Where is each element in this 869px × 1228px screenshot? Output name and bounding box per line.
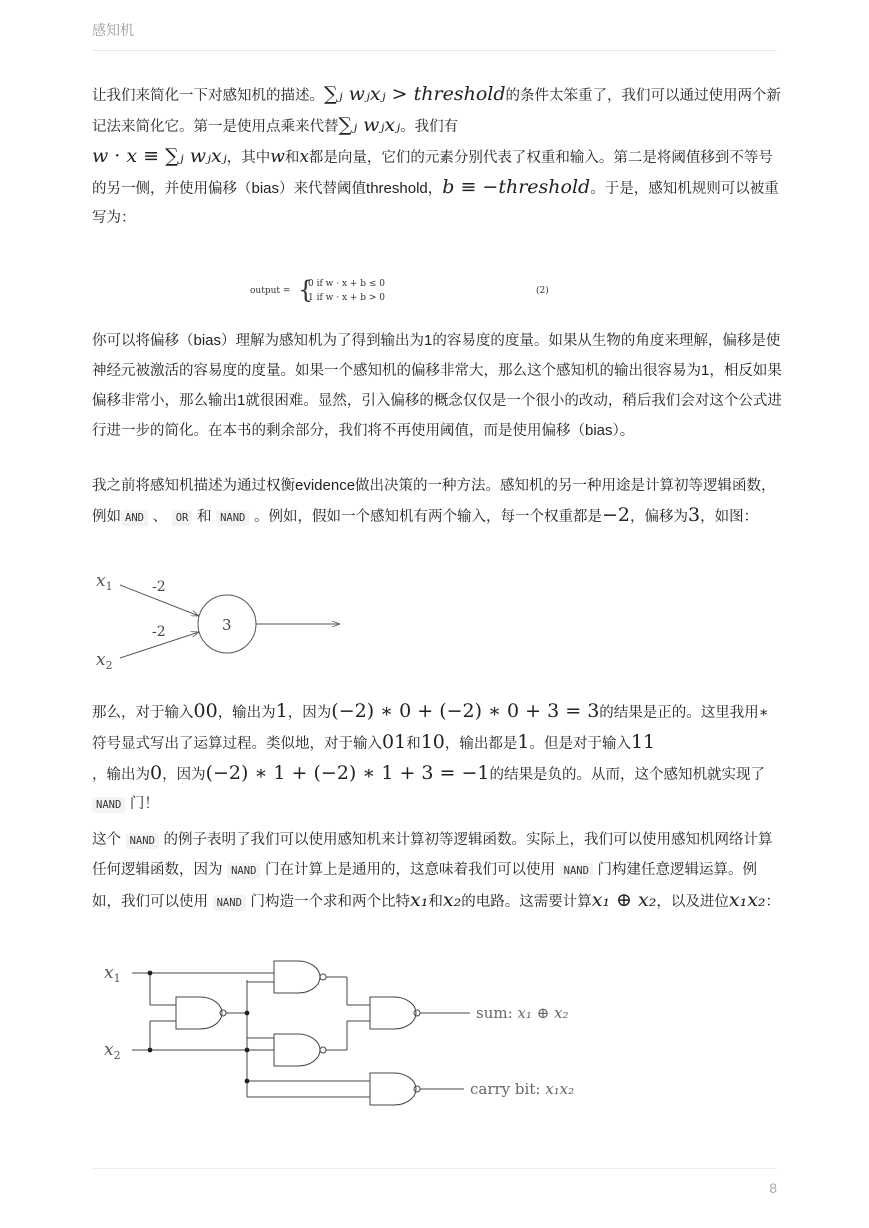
code-or: OR (172, 510, 193, 526)
text: ）理解为感知机为了得到输出为 (221, 333, 425, 349)
text: 门在计算上是通用的，这意味着我们可以使用 (265, 862, 556, 878)
text: 我之前将感知机描述为通过权衡 (92, 478, 295, 494)
text: 符号显式写出了运算过程。类似地，对于输入 (92, 736, 382, 752)
text: ，因为 (162, 767, 206, 783)
math-sum-threshold: ∑ⱼ wⱼxⱼ > threshold (324, 83, 506, 105)
nand-gate-c (274, 1034, 320, 1066)
text: 这个 (92, 832, 121, 848)
equation-case-2: 1 if w · x + b > 0 (308, 293, 386, 303)
text: 你可以将偏移（ (92, 333, 194, 349)
text: 和 (428, 894, 443, 910)
code-nand: NAND (213, 895, 246, 911)
text-one: 1 (237, 392, 246, 409)
math-dot-product: w · x ≡ ∑ⱼ wⱼxⱼ (92, 145, 227, 167)
input-x1-label: $x_1$ (104, 963, 121, 985)
text: ，因为 (287, 705, 332, 721)
math-sum: ∑ⱼ wⱼxⱼ (338, 114, 401, 136)
text: 、 (152, 509, 168, 525)
text: ，输出都是 (444, 736, 518, 752)
weight-label-2: -2 (152, 624, 166, 640)
text-bias: bias (251, 180, 280, 197)
text: ， (427, 181, 443, 197)
text: 和 (284, 150, 300, 166)
junction-dot (245, 1079, 250, 1084)
text-bias: bias (193, 332, 222, 349)
math-three: 3 (687, 504, 701, 526)
nand-gate-a-bubble (220, 1010, 226, 1016)
nand-gate-b (274, 961, 320, 993)
math-b-def: b ≡ −threshold (442, 176, 591, 198)
code-nand: NAND (92, 797, 125, 813)
math-x1: x₁ (410, 889, 429, 911)
text-bias: bias (585, 422, 613, 439)
text: ： (765, 894, 781, 910)
junction-dot (245, 1011, 250, 1016)
text: 都是向量，它们的元素分别代表了权重和输入。第二是将阈值移到不等号的另一侧，并使用偏移（ (92, 150, 773, 197)
junction-dot (148, 1048, 153, 1053)
paragraph-nand-universal (92, 826, 782, 918)
text: ，输出为 (92, 767, 150, 783)
sum-output-label: sum: x₁ ⊕ x₂ (476, 1004, 569, 1022)
text: ，如图： (700, 509, 759, 525)
math-w: w (270, 147, 285, 167)
text: 的结果是正的。这里我用 (599, 705, 759, 721)
text: ，相反如果偏移非常小，那么输出 (92, 363, 782, 409)
figure-nand-adder-circuit (92, 950, 632, 1115)
text: 的容易度的度量。如果从生物的角度来理解，偏移是使神经元被激活的容易度的度量。如果一个感知机的偏移非常大，那么这个感知机的输出很容易为 (92, 333, 781, 379)
text: ，以及进位 (656, 894, 729, 910)
text: ，偏移为 (629, 509, 688, 525)
equation-brace: { (298, 276, 314, 304)
nand-gate-d (370, 1073, 416, 1105)
nand-gate-e (370, 997, 416, 1029)
carry-output-label: carry bit: x₁x₂ (470, 1080, 575, 1098)
math-output-0: 0 (150, 762, 163, 784)
paragraph-bias-meaning (92, 326, 782, 446)
nand-gate-b-bubble (320, 974, 326, 980)
code-and: AND (121, 510, 148, 526)
code-nand: NAND (227, 863, 260, 879)
text: 做出决策的一种方法。感知机的另一种用途是计算初等逻辑函数，例如 (92, 478, 776, 525)
text: 的结果是负的。从而，这个感知机就实现了 (489, 767, 766, 783)
nand-gate-a (176, 997, 222, 1029)
text: 门构造一个求和两个比特 (250, 894, 411, 910)
code-nand: NAND (216, 510, 249, 526)
equation-lhs: output = (250, 286, 291, 296)
input-x2-label: $x_2$ (96, 650, 113, 672)
math-input-11: 11 (630, 731, 656, 753)
text-one: 1 (424, 332, 433, 349)
text: 让我们来简化一下对感知机的描述。 (92, 88, 324, 104)
paragraph-logic-functions (92, 471, 782, 533)
text: ）。 (612, 423, 635, 439)
input-x2-label: $x_2$ (104, 1040, 121, 1062)
equation-number: (2) (536, 286, 549, 296)
text: 。于是，感知机规则可以被重写为： (92, 181, 779, 226)
text: 和 (196, 509, 212, 525)
math-x2: x₂ (442, 889, 462, 911)
math-calc-11: (−2) ∗ 1 + (−2) ∗ 1 + 3 = −1 (205, 762, 490, 784)
page-number: 8 (769, 1180, 777, 1196)
math-input-00: 00 (193, 700, 218, 722)
junction-dot (245, 1048, 250, 1053)
nand-gate-e-bubble (414, 1010, 420, 1016)
text: 门构建任意逻辑运算。例如，我们可以使用 (92, 862, 758, 910)
header-divider (92, 50, 777, 51)
equation-case-1: 0 if w · x + b ≤ 0 (308, 279, 386, 289)
text: 。但是对于输入 (529, 736, 631, 752)
text-asterisk: ∗ (758, 705, 769, 721)
text: 。例如，假如一个感知机有两个输入，每一个权重都是 (253, 509, 602, 525)
code-nand: NAND (126, 833, 159, 849)
text: 就很困难。显然，引入偏移的概念仅仅是一个很小的改动，稍后我们会对这个公式进行进一步的简化。在本书的剩余部分，我们将不再使用阈值，而是使用偏移（ (92, 393, 782, 439)
weight-label-1: -2 (152, 579, 166, 595)
nand-gate-d-bubble (414, 1086, 420, 1092)
text: 的电路。这需要计算 (461, 894, 592, 910)
paragraph-simplify-perceptron (92, 80, 782, 233)
text-evidence: evidence (295, 477, 356, 494)
text: 。我们有 (400, 119, 459, 135)
text: ）来代替阈值 (279, 181, 367, 197)
code-nand: NAND (560, 863, 593, 879)
math-output-1: 1 (517, 731, 530, 753)
text: 的例子表明了我们可以使用感知机来计算初等逻辑函数。实际上，我们可以使用感知机网络计算任何逻辑函数，因为 (92, 832, 773, 878)
math-input-10: 10 (420, 731, 445, 753)
figure-perceptron (92, 568, 352, 678)
nand-gate-c-bubble (320, 1047, 326, 1053)
input-x1-label: $x_1$ (96, 571, 113, 593)
math-minus-two: −2 (601, 504, 630, 526)
junction-dot (148, 971, 153, 976)
bias-label: 3 (222, 616, 232, 634)
footer-divider (92, 1168, 777, 1169)
math-input-01: 01 (382, 731, 407, 753)
math-calc-00: (−2) ∗ 0 + (−2) ∗ 0 + 3 = 3 (331, 700, 600, 722)
page-header-title: 感知机 (92, 23, 134, 39)
math-x: x (299, 147, 309, 167)
paragraph-nand-example (92, 697, 782, 820)
text: 门！ (129, 796, 159, 812)
text-one: 1 (701, 362, 710, 379)
text: 和 (406, 736, 421, 752)
math-carry: x₁x₂ (728, 889, 766, 911)
text: ，输出为 (217, 705, 276, 721)
text: 那么，对于输入 (92, 705, 194, 721)
text-threshold: threshold (366, 180, 428, 197)
text: ，其中 (226, 150, 271, 166)
math-output-1: 1 (275, 700, 288, 722)
math-xor: x₁ ⊕ x₂ (591, 889, 657, 911)
text: 的条件太笨重了，我们可以通过使用两个新记法来简化它。第一是使用点乘来代替 (92, 88, 782, 135)
